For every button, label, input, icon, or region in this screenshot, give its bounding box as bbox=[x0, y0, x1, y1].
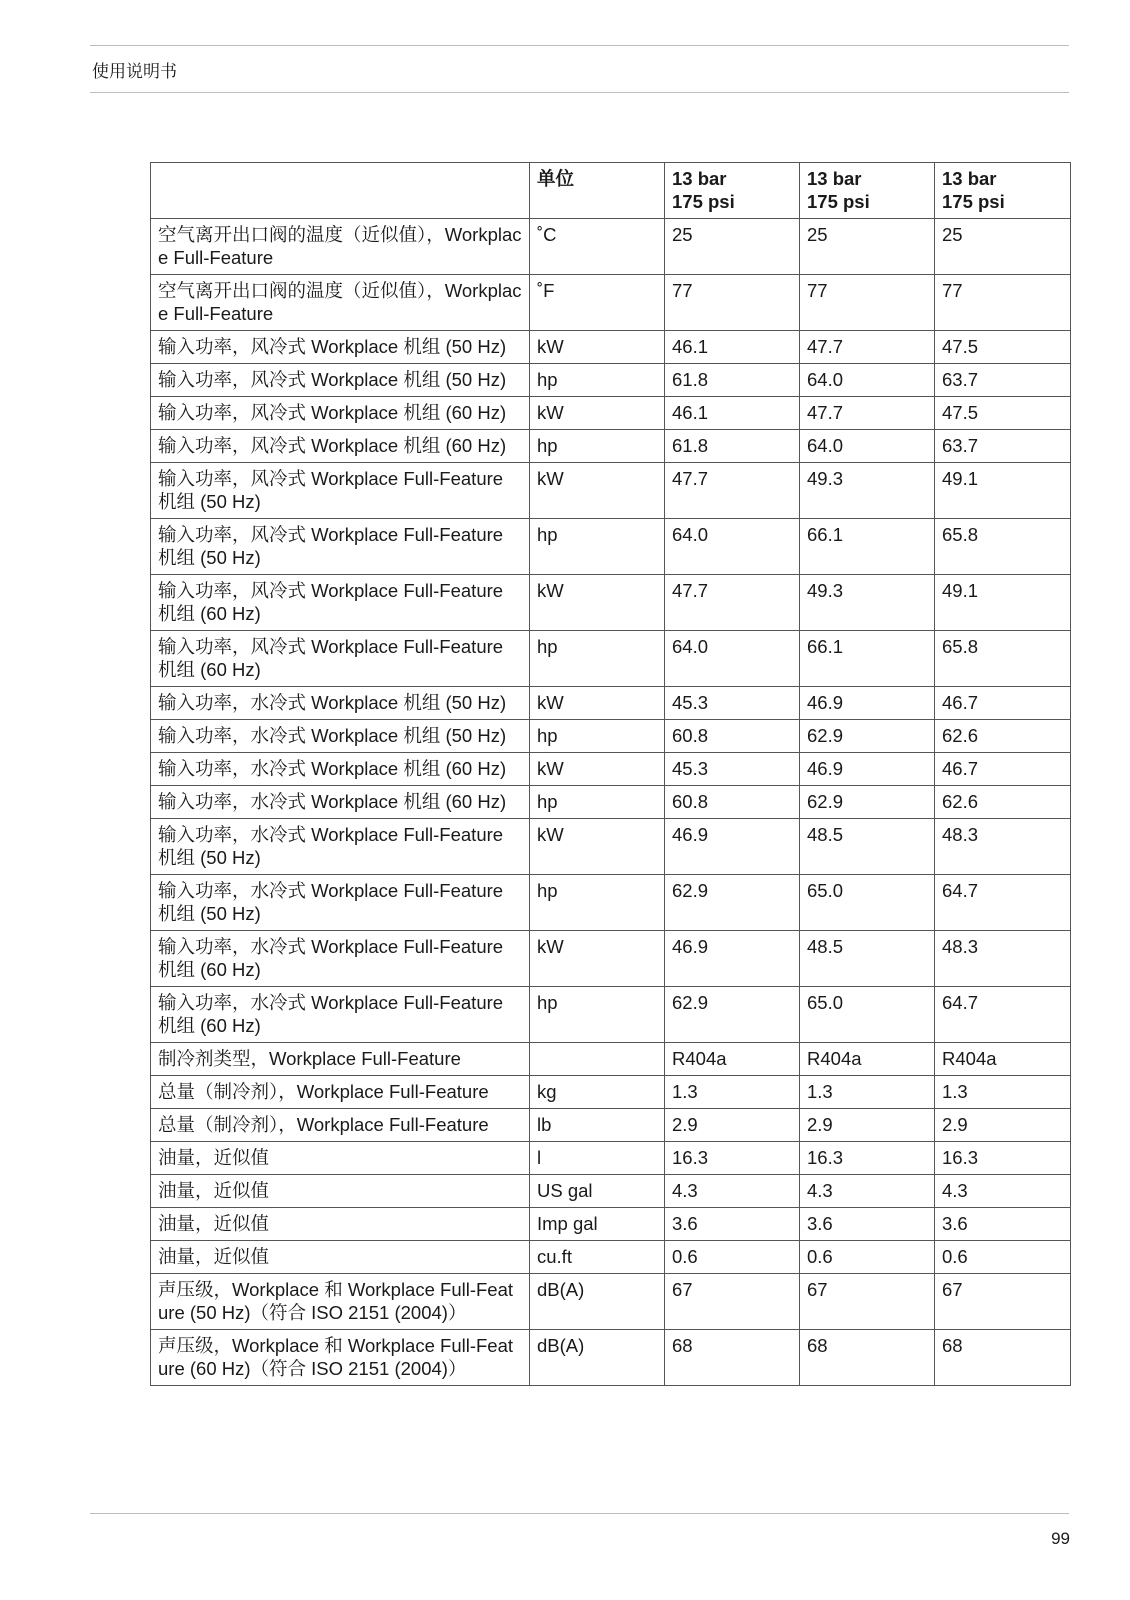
cell-description: 声压级，Workplace 和 Workplace Full-Feature (60 Hz)（符合 ISO 2151 (2004)） bbox=[151, 1330, 530, 1386]
cell-description: 输入功率，水冷式 Workplace Full-Feature 机组 (50 Hz) bbox=[151, 875, 530, 931]
cell-value-3: 48.3 bbox=[935, 931, 1071, 987]
cell-value-3: 16.3 bbox=[935, 1142, 1071, 1175]
cell-description: 输入功率，水冷式 Workplace Full-Feature 机组 (60 Hz) bbox=[151, 987, 530, 1043]
cell-description: 输入功率，风冷式 Workplace Full-Feature 机组 (60 Hz) bbox=[151, 575, 530, 631]
table-row bbox=[151, 430, 1071, 463]
cell-value-1: 46.1 bbox=[665, 397, 800, 430]
table-row bbox=[151, 275, 1071, 331]
cell-description: 输入功率，水冷式 Workplace 机组 (50 Hz) bbox=[151, 687, 530, 720]
cell-value-1: 68 bbox=[665, 1330, 800, 1386]
cell-description: 声压级，Workplace 和 Workplace Full-Feature (50 Hz)（符合 ISO 2151 (2004)） bbox=[151, 1274, 530, 1330]
cell-value-3: 77 bbox=[935, 275, 1071, 331]
cell-unit: ˚C bbox=[530, 219, 665, 275]
cell-unit: hp bbox=[530, 720, 665, 753]
cell-value-2: 46.9 bbox=[800, 753, 935, 786]
cell-unit: hp bbox=[530, 631, 665, 687]
cell-value-1: R404a bbox=[665, 1043, 800, 1076]
table-row bbox=[151, 631, 1071, 687]
cell-value-3: 3.6 bbox=[935, 1208, 1071, 1241]
cell-value-3: 63.7 bbox=[935, 364, 1071, 397]
cell-unit: ˚F bbox=[530, 275, 665, 331]
cell-unit: kW bbox=[530, 753, 665, 786]
cell-value-2: 66.1 bbox=[800, 519, 935, 575]
table-row bbox=[151, 819, 1071, 875]
cell-value-2: 49.3 bbox=[800, 575, 935, 631]
cell-value-3: 63.7 bbox=[935, 430, 1071, 463]
cell-value-2: 62.9 bbox=[800, 720, 935, 753]
cell-value-2: 4.3 bbox=[800, 1175, 935, 1208]
cell-value-2: 48.5 bbox=[800, 931, 935, 987]
cell-description: 制冷剂类型，Workplace Full-Feature bbox=[151, 1043, 530, 1076]
cell-value-3: 25 bbox=[935, 219, 1071, 275]
footer-rule bbox=[90, 1513, 1069, 1514]
cell-value-3: 62.6 bbox=[935, 786, 1071, 819]
cell-value-3: 46.7 bbox=[935, 753, 1071, 786]
cell-value-3: R404a bbox=[935, 1043, 1071, 1076]
cell-unit: l bbox=[530, 1142, 665, 1175]
table-row bbox=[151, 463, 1071, 519]
cell-description: 输入功率，水冷式 Workplace Full-Feature 机组 (50 Hz) bbox=[151, 819, 530, 875]
cell-value-1: 0.6 bbox=[665, 1241, 800, 1274]
cell-value-1: 46.9 bbox=[665, 819, 800, 875]
cell-value-3: 49.1 bbox=[935, 463, 1071, 519]
cell-description: 空气离开出口阀的温度（近似值），Workplace Full-Feature bbox=[151, 219, 530, 275]
header-psi: 175 psi bbox=[942, 191, 1005, 212]
cell-value-2: 48.5 bbox=[800, 819, 935, 875]
header-psi: 175 psi bbox=[807, 191, 870, 212]
cell-value-2: 1.3 bbox=[800, 1076, 935, 1109]
table-row bbox=[151, 1330, 1071, 1386]
cell-description: 油量，近似值 bbox=[151, 1142, 530, 1175]
cell-unit: dB(A) bbox=[530, 1330, 665, 1386]
cell-unit: hp bbox=[530, 875, 665, 931]
cell-description: 输入功率，风冷式 Workplace Full-Feature 机组 (50 Hz) bbox=[151, 463, 530, 519]
cell-value-2: 16.3 bbox=[800, 1142, 935, 1175]
table-row bbox=[151, 1109, 1071, 1142]
header-cell-description bbox=[151, 163, 530, 219]
cell-value-3: 46.7 bbox=[935, 687, 1071, 720]
cell-value-1: 3.6 bbox=[665, 1208, 800, 1241]
cell-value-3: 47.5 bbox=[935, 397, 1071, 430]
cell-description: 总量（制冷剂），Workplace Full-Feature bbox=[151, 1076, 530, 1109]
cell-value-2: 0.6 bbox=[800, 1241, 935, 1274]
cell-description: 空气离开出口阀的温度（近似值），Workplace Full-Feature bbox=[151, 275, 530, 331]
cell-value-2: 62.9 bbox=[800, 786, 935, 819]
document-title: 使用说明书 bbox=[92, 62, 177, 81]
cell-description: 输入功率，风冷式 Workplace 机组 (50 Hz) bbox=[151, 364, 530, 397]
table-row bbox=[151, 1175, 1071, 1208]
cell-value-1: 25 bbox=[665, 219, 800, 275]
cell-unit: hp bbox=[530, 430, 665, 463]
cell-value-3: 47.5 bbox=[935, 331, 1071, 364]
cell-value-2: 65.0 bbox=[800, 987, 935, 1043]
cell-description: 输入功率，风冷式 Workplace Full-Feature 机组 (60 Hz) bbox=[151, 631, 530, 687]
cell-value-2: 49.3 bbox=[800, 463, 935, 519]
table-row bbox=[151, 575, 1071, 631]
table-row bbox=[151, 1274, 1071, 1330]
table-body bbox=[151, 219, 1071, 1386]
cell-value-2: 64.0 bbox=[800, 430, 935, 463]
table-row bbox=[151, 1142, 1071, 1175]
cell-value-1: 47.7 bbox=[665, 463, 800, 519]
cell-unit: kW bbox=[530, 819, 665, 875]
cell-description: 输入功率，风冷式 Workplace 机组 (60 Hz) bbox=[151, 397, 530, 430]
cell-value-1: 1.3 bbox=[665, 1076, 800, 1109]
header-psi: 175 psi bbox=[672, 191, 735, 212]
cell-unit: dB(A) bbox=[530, 1274, 665, 1330]
cell-value-1: 67 bbox=[665, 1274, 800, 1330]
cell-value-1: 47.7 bbox=[665, 575, 800, 631]
table-header-row bbox=[151, 163, 1071, 219]
cell-value-3: 2.9 bbox=[935, 1109, 1071, 1142]
header-cell-pressure-3 bbox=[935, 163, 1071, 219]
cell-value-3: 65.8 bbox=[935, 519, 1071, 575]
cell-value-2: 3.6 bbox=[800, 1208, 935, 1241]
cell-value-1: 64.0 bbox=[665, 631, 800, 687]
cell-unit: kW bbox=[530, 575, 665, 631]
cell-description: 油量，近似值 bbox=[151, 1241, 530, 1274]
table-row bbox=[151, 1076, 1071, 1109]
table-row bbox=[151, 687, 1071, 720]
cell-description: 输入功率，风冷式 Workplace Full-Feature 机组 (50 Hz) bbox=[151, 519, 530, 575]
cell-unit: cu.ft bbox=[530, 1241, 665, 1274]
cell-value-1: 16.3 bbox=[665, 1142, 800, 1175]
cell-value-1: 77 bbox=[665, 275, 800, 331]
cell-value-1: 62.9 bbox=[665, 875, 800, 931]
cell-value-3: 64.7 bbox=[935, 875, 1071, 931]
table-row bbox=[151, 753, 1071, 786]
cell-value-2: 25 bbox=[800, 219, 935, 275]
cell-description: 总量（制冷剂），Workplace Full-Feature bbox=[151, 1109, 530, 1142]
page-number: 99 bbox=[1051, 1529, 1070, 1548]
cell-description: 输入功率，水冷式 Workplace 机组 (60 Hz) bbox=[151, 753, 530, 786]
cell-value-1: 60.8 bbox=[665, 720, 800, 753]
cell-value-3: 68 bbox=[935, 1330, 1071, 1386]
cell-value-1: 46.1 bbox=[665, 331, 800, 364]
cell-value-3: 0.6 bbox=[935, 1241, 1071, 1274]
table-row bbox=[151, 987, 1071, 1043]
cell-value-3: 1.3 bbox=[935, 1076, 1071, 1109]
cell-value-2: 68 bbox=[800, 1330, 935, 1386]
cell-value-1: 62.9 bbox=[665, 987, 800, 1043]
cell-description: 输入功率，水冷式 Workplace 机组 (50 Hz) bbox=[151, 720, 530, 753]
cell-value-1: 46.9 bbox=[665, 931, 800, 987]
header-bar: 13 bar bbox=[942, 168, 997, 189]
cell-value-2: 46.9 bbox=[800, 687, 935, 720]
header-cell-unit: 单位 bbox=[530, 163, 665, 219]
cell-value-2: 67 bbox=[800, 1274, 935, 1330]
cell-value-1: 60.8 bbox=[665, 786, 800, 819]
cell-unit: hp bbox=[530, 519, 665, 575]
cell-value-2: 64.0 bbox=[800, 364, 935, 397]
cell-unit bbox=[530, 1043, 665, 1076]
table-row bbox=[151, 786, 1071, 819]
cell-unit: Imp gal bbox=[530, 1208, 665, 1241]
cell-value-2: 47.7 bbox=[800, 397, 935, 430]
cell-value-3: 65.8 bbox=[935, 631, 1071, 687]
header-cell-pressure-1 bbox=[665, 163, 800, 219]
table-row bbox=[151, 397, 1071, 430]
cell-value-1: 61.8 bbox=[665, 430, 800, 463]
cell-value-2: R404a bbox=[800, 1043, 935, 1076]
cell-value-3: 48.3 bbox=[935, 819, 1071, 875]
table-row bbox=[151, 331, 1071, 364]
cell-value-1: 45.3 bbox=[665, 753, 800, 786]
cell-description: 输入功率，水冷式 Workplace 机组 (60 Hz) bbox=[151, 786, 530, 819]
table-row bbox=[151, 931, 1071, 987]
cell-description: 输入功率，风冷式 Workplace 机组 (50 Hz) bbox=[151, 331, 530, 364]
table-row bbox=[151, 720, 1071, 753]
header-cell-pressure-2 bbox=[800, 163, 935, 219]
cell-value-1: 2.9 bbox=[665, 1109, 800, 1142]
cell-unit: US gal bbox=[530, 1175, 665, 1208]
cell-value-1: 4.3 bbox=[665, 1175, 800, 1208]
cell-value-2: 77 bbox=[800, 275, 935, 331]
cell-value-2: 65.0 bbox=[800, 875, 935, 931]
cell-value-2: 2.9 bbox=[800, 1109, 935, 1142]
cell-unit: hp bbox=[530, 786, 665, 819]
header-bar: 13 bar bbox=[807, 168, 862, 189]
cell-unit: kW bbox=[530, 687, 665, 720]
cell-value-3: 62.6 bbox=[935, 720, 1071, 753]
cell-description: 输入功率，水冷式 Workplace Full-Feature 机组 (60 Hz) bbox=[151, 931, 530, 987]
cell-value-3: 67 bbox=[935, 1274, 1071, 1330]
header-bar: 13 bar bbox=[672, 168, 727, 189]
cell-unit: lb bbox=[530, 1109, 665, 1142]
cell-unit: kW bbox=[530, 331, 665, 364]
table-row bbox=[151, 1241, 1071, 1274]
cell-unit: kW bbox=[530, 463, 665, 519]
specifications-table bbox=[150, 162, 1071, 1386]
cell-value-3: 4.3 bbox=[935, 1175, 1071, 1208]
table-row bbox=[151, 1043, 1071, 1076]
cell-value-2: 66.1 bbox=[800, 631, 935, 687]
cell-unit: kW bbox=[530, 397, 665, 430]
table-row bbox=[151, 364, 1071, 397]
cell-value-1: 45.3 bbox=[665, 687, 800, 720]
cell-description: 输入功率，风冷式 Workplace 机组 (60 Hz) bbox=[151, 430, 530, 463]
header-top-rule bbox=[90, 45, 1069, 46]
cell-value-1: 64.0 bbox=[665, 519, 800, 575]
table-row bbox=[151, 1208, 1071, 1241]
cell-description: 油量，近似值 bbox=[151, 1208, 530, 1241]
cell-unit: hp bbox=[530, 364, 665, 397]
table-row bbox=[151, 875, 1071, 931]
header-bottom-rule bbox=[90, 92, 1069, 93]
cell-unit: kW bbox=[530, 931, 665, 987]
cell-unit: kg bbox=[530, 1076, 665, 1109]
table-row bbox=[151, 219, 1071, 275]
cell-value-1: 61.8 bbox=[665, 364, 800, 397]
cell-description: 油量，近似值 bbox=[151, 1175, 530, 1208]
cell-value-2: 47.7 bbox=[800, 331, 935, 364]
cell-value-3: 64.7 bbox=[935, 987, 1071, 1043]
cell-unit: hp bbox=[530, 987, 665, 1043]
table-row bbox=[151, 519, 1071, 575]
cell-value-3: 49.1 bbox=[935, 575, 1071, 631]
